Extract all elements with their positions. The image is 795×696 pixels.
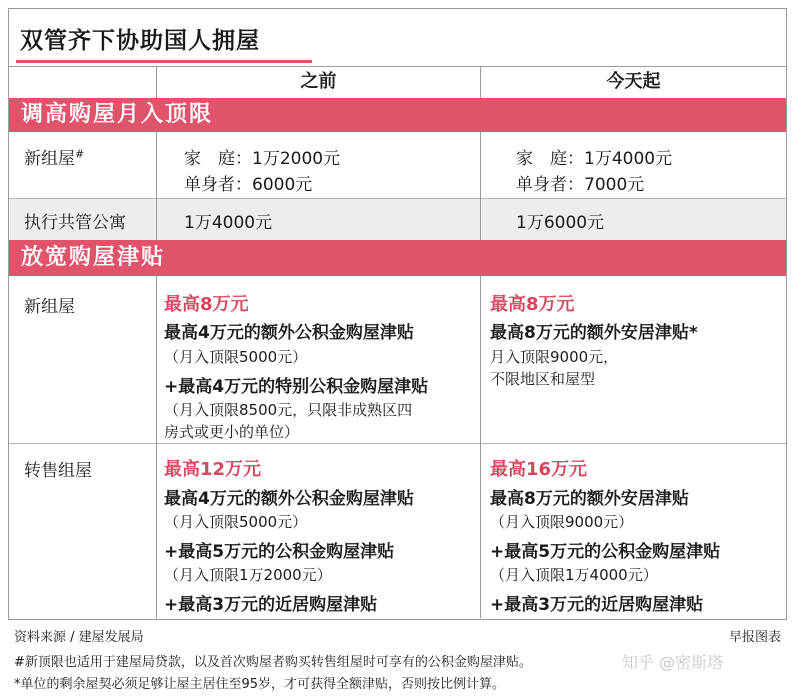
- row-label-new-flat-grant: 新组屋: [24, 297, 75, 317]
- divider-header-1: [156, 66, 157, 98]
- new-flat-grant-before-line-5: 房式或更小的单位）: [164, 423, 300, 441]
- divider-grant-1: [156, 276, 157, 618]
- resale-grant-after-line-4: （月入顶限1万4000元）: [490, 566, 658, 584]
- resale-grant-before-line-4: （月入顶限1万2000元）: [164, 566, 332, 584]
- header-top-rule: [9, 66, 786, 67]
- source-note: 资料来源 / 建屋发展局: [14, 630, 144, 645]
- resale-grant-after-headline: 最高16万元: [490, 459, 588, 480]
- resale-grant-before-line-5: +最高3万元的近居购屋津贴: [164, 595, 378, 615]
- divider-grant-2: [480, 276, 481, 618]
- resale-grant-after-line-3: +最高5万元的公积金购屋津贴: [490, 542, 721, 562]
- divider-income-1: [156, 132, 157, 240]
- row-label-ec: 执行共管公寓: [24, 213, 126, 233]
- rule-between-grant-rows: [9, 443, 786, 444]
- new-flat-grant-before-headline: 最高8万元: [164, 294, 249, 315]
- divider-income-2: [480, 132, 481, 240]
- row-label-new-flat: 新组屋#: [24, 147, 85, 169]
- divider-header-2: [480, 66, 481, 98]
- column-header-after: 今天起: [606, 71, 661, 92]
- new-flat-grant-after-line-1: 最高8万元的额外安居津贴*: [490, 323, 698, 343]
- new-flat-grant-after-line-3: 不限地区和屋型: [490, 370, 596, 388]
- new-flat-grant-before-line-4: （月入顶限8500元，只限非成熟区四: [164, 401, 413, 419]
- resale-grant-before-headline: 最高12万元: [164, 459, 262, 480]
- resale-grant-before-line-2: （月入顶限5000元）: [164, 513, 308, 531]
- resale-grant-before-line-1: 最高4万元的额外公积金购屋津贴: [164, 489, 414, 509]
- watermark: 知乎 @密斯塔: [622, 653, 724, 672]
- title-underline: [16, 60, 312, 63]
- new-flat-after-line-1: 家 庭：1万4000元: [516, 149, 673, 169]
- new-flat-grant-after-line-2: 月入顶限9000元，: [490, 348, 619, 366]
- new-flat-before-line-1: 家 庭：1万2000元: [184, 149, 341, 169]
- rule-between-income-rows: [9, 198, 786, 199]
- ec-after-value: 1万6000元: [516, 213, 605, 233]
- new-flat-after-line-2: 单身者：7000元: [516, 175, 645, 195]
- resale-grant-after-line-2: （月入顶限9000元）: [490, 513, 634, 531]
- page-title: 双管齐下协助国人拥屋: [20, 28, 260, 54]
- resale-grant-before-line-3: +最高5万元的公积金购屋津贴: [164, 542, 395, 562]
- new-flat-grant-before-line-2: （月入顶限5000元）: [164, 348, 308, 366]
- resale-grant-after-line-5: +最高3万元的近居购屋津贴: [490, 595, 704, 615]
- footnote-star: *单位的剩余屋契必须足够让屋主居住至95岁，才可获得全额津贴，否则按比例计算。: [14, 677, 506, 692]
- column-header-before: 之前: [300, 71, 337, 92]
- credit-note: 早报图表: [728, 630, 781, 645]
- new-flat-grant-before-line-1: 最高4万元的额外公积金购屋津贴: [164, 323, 414, 343]
- column-header-row: [9, 66, 786, 98]
- section-heading-grants: 放宽购屋津贴: [9, 240, 786, 276]
- section-heading-income-ceiling: 调高购屋月入顶限: [9, 98, 786, 132]
- row-label-resale-flat: 转售组屋: [24, 461, 92, 481]
- footnote-hash: #新顶限也适用于建屋局贷款，以及首次购屋者购买转售组屋时可享有的公积金购屋津贴。: [14, 655, 532, 670]
- resale-grant-after-line-1: 最高8万元的额外安居津贴: [490, 489, 689, 509]
- new-flat-grant-after-headline: 最高8万元: [490, 294, 575, 315]
- new-flat-before-line-2: 单身者：6000元: [184, 175, 313, 195]
- new-flat-grant-before-line-3: +最高4万元的特别公积金购屋津贴: [164, 377, 429, 397]
- ec-before-value: 1万4000元: [184, 213, 273, 233]
